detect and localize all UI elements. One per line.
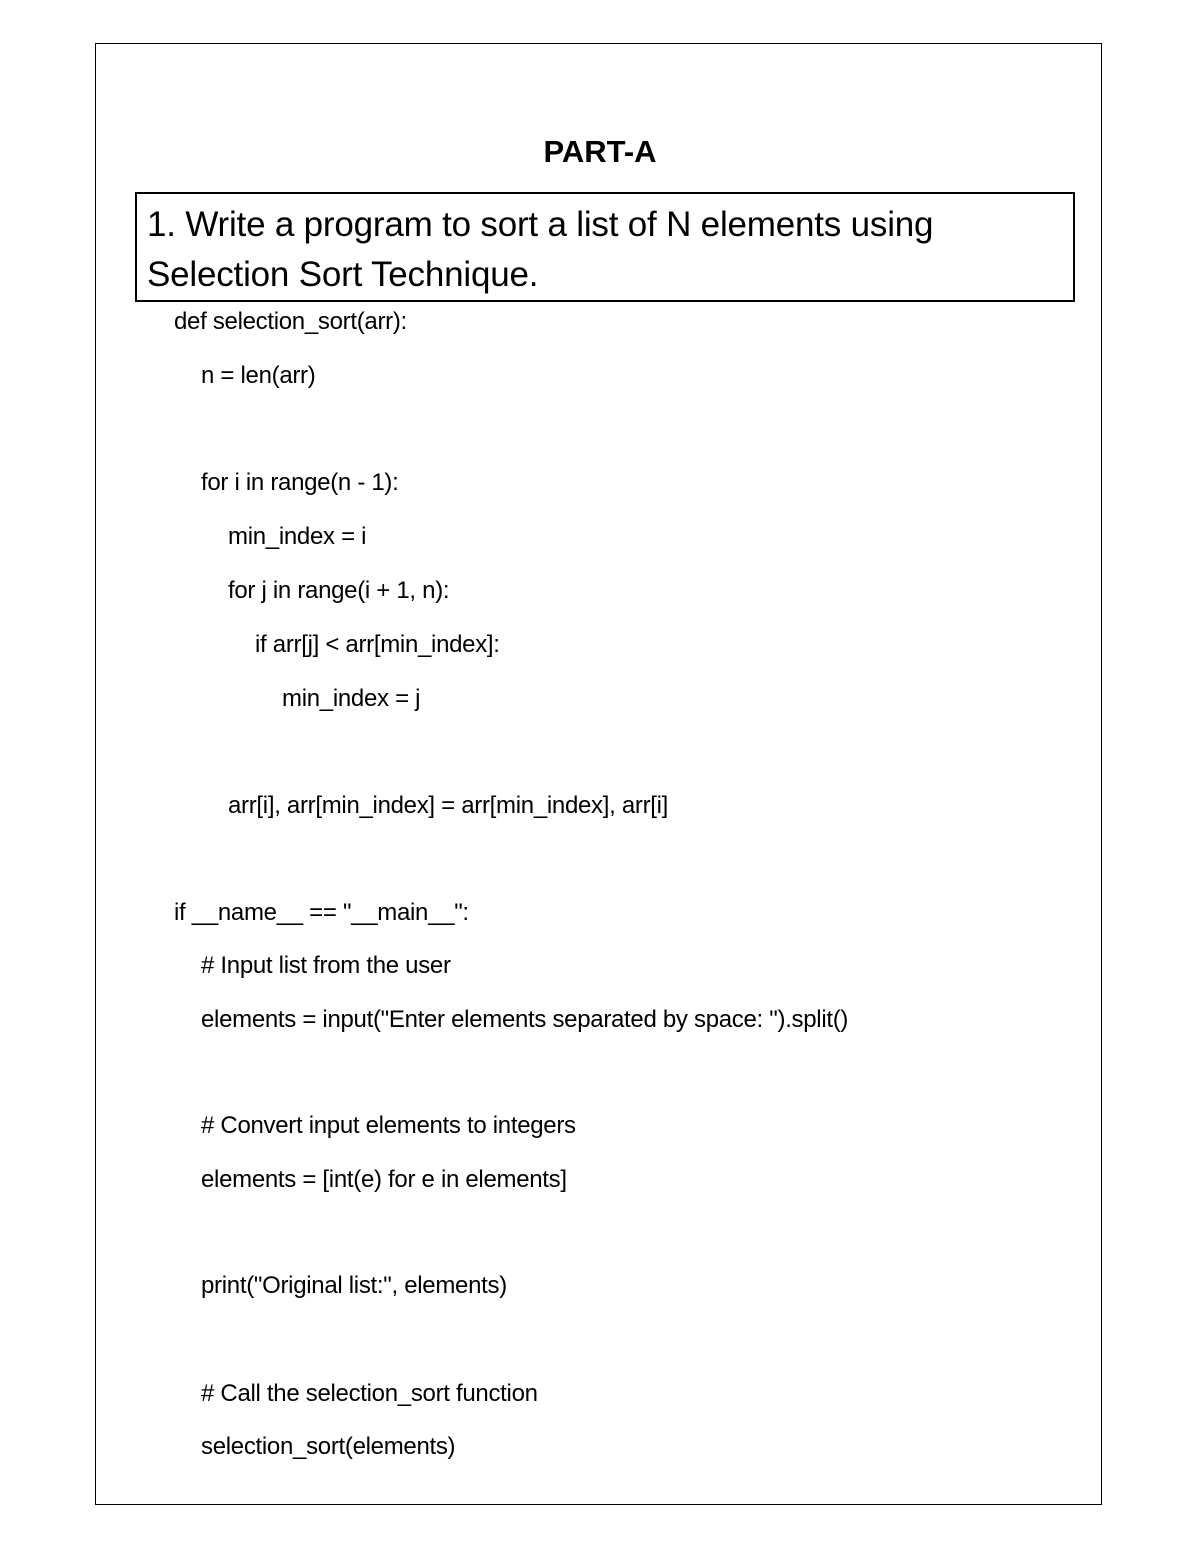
- code-line: if __name__ == "__main__":: [174, 899, 469, 926]
- part-heading: PART-A: [543, 134, 657, 169]
- code-line: min_index = i: [228, 523, 367, 550]
- code-line: for i in range(n - 1):: [201, 469, 399, 496]
- code-comment: # Call the selection_sort function: [201, 1380, 538, 1407]
- question-text: 1. Write a program to sort a list of N elements using Selection Sort Technique.: [147, 205, 934, 294]
- code-line: min_index = j: [282, 685, 421, 712]
- code-line: print("Original list:", elements): [201, 1272, 507, 1299]
- code-line: arr[i], arr[min_index] = arr[min_index], arr[i]: [228, 792, 669, 819]
- code-line: n = len(arr): [201, 362, 316, 389]
- code-comment: # Convert input elements to integers: [201, 1112, 576, 1139]
- code-line: elements = input("Enter elements separated by space: ").split(): [201, 1006, 849, 1033]
- code-line: elements = [int(e) for e in elements]: [201, 1166, 567, 1193]
- code-line: selection_sort(elements): [201, 1433, 456, 1460]
- code-line: for j in range(i + 1, n):: [228, 577, 450, 604]
- question-box: [135, 192, 1075, 302]
- code-line: if arr[j] < arr[min_index]:: [255, 631, 500, 658]
- code-comment: # Input list from the user: [201, 952, 451, 979]
- code-line: def selection_sort(arr):: [174, 308, 407, 335]
